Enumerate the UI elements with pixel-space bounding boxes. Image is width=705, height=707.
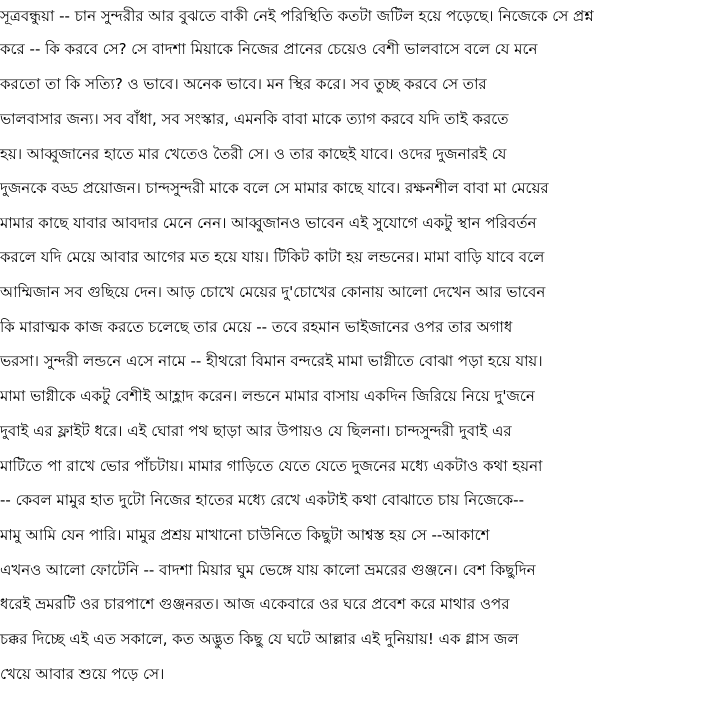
text-line: করে -- কি করবে সে? সে বাদশা মিয়াকে নিজের প্রানের চেয়েও বেশী ভালবাসে বলে যে মনে <box>0 40 538 58</box>
text-line: চক্কর দিচ্ছে এই এত সকালে, কত অদ্ভুত কিছু যে ঘটে আল্লার এই দুনিয়ায়! এক গ্লাস জল <box>0 630 519 648</box>
text-line: দুজনকে বড্ড প্রয়োজন। চান্দসুন্দরী মাকে বলে সে মামার কাছে যাবে। রক্ষনশীল বাবা মা মেয়ের <box>0 179 549 197</box>
text-line: মাটিতে পা রাখে ভোর পাঁচটায়। মামার গাড়িতে যেতে যেতে দুজনের মধ্যে একটাও কথা হয়না <box>0 457 543 475</box>
text-line: ভালবাসার জন্য। সব বাঁধা, সব সংস্কার, এমনকি বাবা মাকে ত্যাগ করবে যদি তাই করতে <box>0 110 509 128</box>
text-line: -- কেবল মামুর হাত দুটো নিজের হাতের মধ্যে রেখে একটাই কথা বোঝাতে চায় নিজেকে-- <box>0 491 524 509</box>
text-line: সূত্রবন্ধুয়া -- চান সুন্দরীর আর বুঝতে বাকী নেই পরিস্থিতি কতটা জটিল হয়ে পড়েছে। নিজেকে সে প্রশ্ন <box>0 7 594 25</box>
text-line: করতো তা কি সত্যি? ও ভাবে। অনেক ভাবে। মন স্থির করে। সব তুচ্ছ করবে সে তার <box>0 75 487 93</box>
text-line: ভরসা। সুন্দরী লন্ডনে এসে নামে -- হীথরো বিমান বন্দরেই মামা ভাগ্নীতে বোঝা পড়া হয়ে যায়। <box>0 352 543 370</box>
text-line: মামার কাছে যাবার আবদার মেনে নেন। আব্বুজানও ভাবেন এই সুযোগে একটু স্থান পরিবর্তন <box>0 214 537 232</box>
text-line: হয়। আব্বুজানের হাতে মার খেতেও তৈরী সে। ও তার কাছেই যাবে। ওদের দুজনারই যে <box>0 145 507 163</box>
text-line: খেয়ে আবার শুয়ে পড়ে সে। <box>0 665 165 683</box>
text-line: মামু আমি যেন পারি। মামুর প্রশ্রয় মাখানো চাউনিতে কিছুটা আশ্বস্ত হয় সে --আকাশে <box>0 526 490 544</box>
text-line: দুবাই এর ফ্লাইট ধরে। এই ঘোরা পথ ছাড়া আর উপায়ও যে ছিলনা। চান্দসুন্দরী দুবাই এর <box>0 422 512 440</box>
text-line: কি মারাত্মক কাজ করতে চলেছে তার মেয়ে -- তবে রহমান ভাইজানের ওপর তার অগাধ <box>0 318 513 336</box>
text-line: মামা ভাগ্নীকে একটু বেশীই আহ্লাদ করেন। লন্ডনে মামার বাসায় একদিন জিরিয়ে নিয়ে দু'জনে <box>0 387 535 405</box>
text-line: ধরেই ভ্রমরটি ওর চারপাশে গুঞ্জনরত। আজ একেবারে ওর ঘরে প্রবেশ করে মাথার ওপর <box>0 595 510 613</box>
text-line: আম্মিজান সব গুছিয়ে দেন। আড় চোখে মেয়ের দু'চোখের কোনায় আলো দেখেন আর ভাবেন <box>0 283 546 301</box>
text-line: এখনও আলো ফোটেনি -- বাদশা মিয়ার ঘুম ভেঙ্গে যায় কালো ভ্রমরের গুঞ্জনে। বেশ কিছুদিন <box>0 561 536 579</box>
text-line: করলে যদি মেয়ে আবার আগের মত হয়ে যায়। টিকিট কাটা হয় লন্ডনের। মামা বাড়ি যাবে বলে <box>0 248 545 266</box>
